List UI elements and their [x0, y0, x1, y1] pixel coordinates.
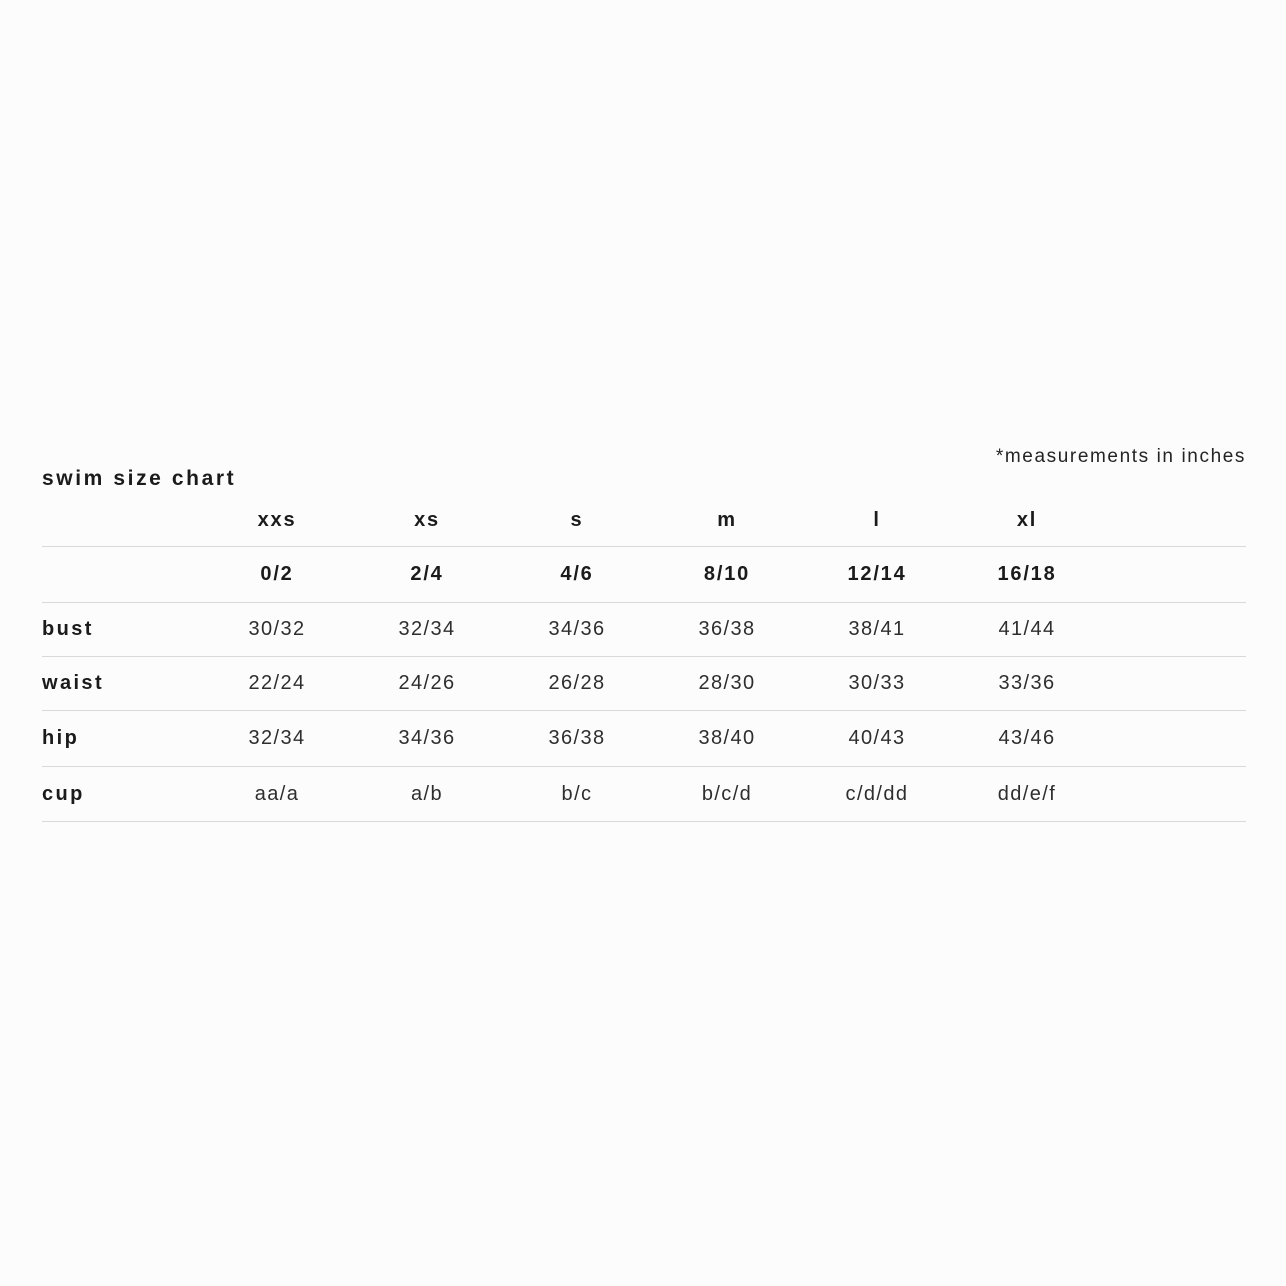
- size-header-m: m: [652, 494, 802, 547]
- cup-value-cell: b/c/d: [652, 767, 802, 822]
- numeric-size-cell: 16/18: [952, 547, 1102, 603]
- bust-value-cell: 30/32: [202, 603, 352, 657]
- hip-value-cell: 34/36: [352, 711, 502, 767]
- numeric-size-cell: 2/4: [352, 547, 502, 603]
- filler-cell: [1102, 767, 1246, 822]
- filler-cell: [1102, 657, 1246, 711]
- cup-value-cell: c/d/dd: [802, 767, 952, 822]
- numeric-size-cell: 4/6: [502, 547, 652, 603]
- size-header-xl: xl: [952, 494, 1102, 547]
- hip-value-cell: 40/43: [802, 711, 952, 767]
- numeric-size-cell: 12/14: [802, 547, 952, 603]
- size-header-xs: xs: [352, 494, 502, 547]
- numeric-size-cell: 8/10: [652, 547, 802, 603]
- hip-value-cell: 38/40: [652, 711, 802, 767]
- swim-size-table: [42, 494, 1246, 822]
- waist-value-cell: 22/24: [202, 657, 352, 711]
- row-label-cup: cup: [42, 767, 202, 822]
- bust-value-cell: 34/36: [502, 603, 652, 657]
- size-header-row: [42, 494, 1246, 547]
- waist-value-cell: 24/26: [352, 657, 502, 711]
- filler-cell: [1102, 603, 1246, 657]
- table-row-cup: [42, 767, 1246, 822]
- cup-value-cell: a/b: [352, 767, 502, 822]
- waist-value-cell: 30/33: [802, 657, 952, 711]
- waist-value-cell: 33/36: [952, 657, 1102, 711]
- row-label-bust: bust: [42, 603, 202, 657]
- cup-value-cell: dd/e/f: [952, 767, 1102, 822]
- table-row-waist: [42, 657, 1246, 711]
- filler-cell: [1102, 547, 1246, 603]
- hip-value-cell: 43/46: [952, 711, 1102, 767]
- hip-value-cell: 36/38: [502, 711, 652, 767]
- hip-value-cell: 32/34: [202, 711, 352, 767]
- cup-value-cell: aa/a: [202, 767, 352, 822]
- waist-value-cell: 28/30: [652, 657, 802, 711]
- size-header-s: s: [502, 494, 652, 547]
- table-row-bust: [42, 603, 1246, 657]
- bust-value-cell: 36/38: [652, 603, 802, 657]
- bust-value-cell: 41/44: [952, 603, 1102, 657]
- row-label-waist: waist: [42, 657, 202, 711]
- empty-label-cell: [42, 547, 202, 603]
- numeric-size-cell: 0/2: [202, 547, 352, 603]
- filler-cell: [1102, 711, 1246, 767]
- size-header-xxs: xxs: [202, 494, 352, 547]
- table-row-hip: [42, 711, 1246, 767]
- measurements-note: *measurements in inches: [995, 446, 1246, 467]
- filler-cell: [1102, 494, 1246, 547]
- numeric-size-row: [42, 547, 1246, 603]
- waist-value-cell: 26/28: [502, 657, 652, 711]
- size-header-l: l: [802, 494, 952, 547]
- chart-title: swim size chart: [42, 467, 237, 490]
- bust-value-cell: 38/41: [802, 603, 952, 657]
- row-label-hip: hip: [42, 711, 202, 767]
- bust-value-cell: 32/34: [352, 603, 502, 657]
- cup-value-cell: b/c: [502, 767, 652, 822]
- empty-corner-cell: [42, 494, 202, 547]
